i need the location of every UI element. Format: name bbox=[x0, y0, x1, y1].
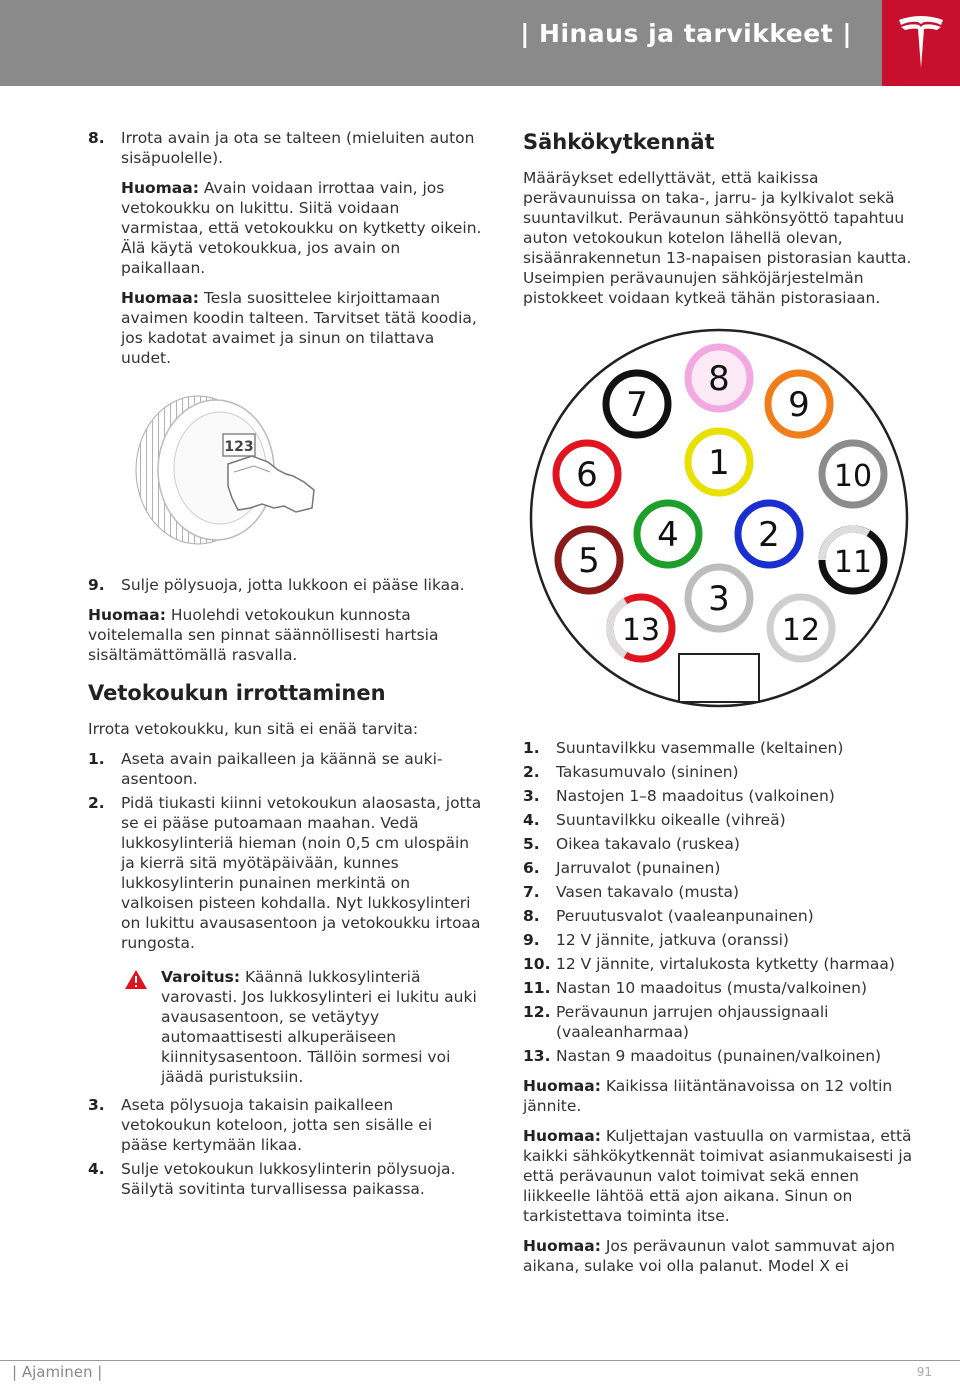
pin-description: Perävaunun jarrujen ohjaussignaali (vaaleanharmaa) bbox=[556, 1003, 829, 1041]
pin-10-label: 10 bbox=[833, 459, 873, 494]
pin-description: 12 V jännite, jatkuva (oranssi) bbox=[556, 931, 789, 949]
pin-list-item bbox=[523, 762, 918, 782]
pin-list-item bbox=[523, 858, 918, 878]
step-text: Irrota avain ja ota se talteen (mieluiten auton sisäpuolelle). bbox=[121, 129, 475, 167]
removal-step-1: 1. Aseta avain paikalleen ja käännä se auki-asentoon. bbox=[88, 750, 443, 788]
pin-8-label: 8 bbox=[708, 359, 730, 399]
key-shape bbox=[228, 456, 314, 512]
pin-number: 2. bbox=[523, 763, 540, 781]
footer-section: | Ajaminen | bbox=[12, 1363, 103, 1381]
pin-list-item bbox=[523, 954, 918, 974]
pin-list-item bbox=[523, 1002, 918, 1042]
pin-number: 11. bbox=[523, 979, 551, 997]
pin-list-item bbox=[523, 1046, 918, 1066]
removal-step-3: 3. Aseta pölysuoja takaisin paikalleen vetokoukun koteloon, jotta sen sisälle ei pääse kertymään likaa. bbox=[88, 1096, 433, 1154]
warning-icon bbox=[124, 969, 148, 990]
note-voltage: Huomaa: Kaikissa liitäntänavoissa on 12 voltin jännite. bbox=[523, 1077, 893, 1115]
pin-description: Takasumuvalo (sininen) bbox=[556, 763, 739, 781]
warning-box: Varoitus: Käännä lukkosylinteriä varovasti. Jos lukkosylinteri ei lukitu auki avausasentoon, se vetäytyy automaattisesti alkuperäiseen kiinnitysasentoon. Tällöin sormesi voi jäädä puristuksiin. bbox=[121, 967, 483, 1087]
pin-list-item bbox=[523, 978, 918, 998]
socket-diagram bbox=[523, 328, 918, 718]
pin-list-item bbox=[523, 834, 918, 854]
pin-6-label: 6 bbox=[576, 455, 598, 495]
tesla-logo-icon bbox=[897, 14, 945, 72]
pin-number: 3. bbox=[523, 787, 540, 805]
pin-11-label: 11 bbox=[833, 545, 873, 580]
pin-list-item bbox=[523, 738, 918, 758]
pin-list-item bbox=[523, 906, 918, 926]
pin-number: 1. bbox=[523, 739, 540, 757]
step-9: 9. Sulje pölysuoja, jotta lukkoon ei pääse likaa. bbox=[88, 576, 465, 594]
pin-description: Suuntavilkku vasemmalle (keltainen) bbox=[556, 739, 844, 757]
pin-number: 4. bbox=[523, 811, 540, 829]
left-column bbox=[88, 128, 483, 1203]
pin-13-label: 13 bbox=[621, 613, 661, 648]
step-8 bbox=[88, 128, 483, 168]
pin-list-item bbox=[523, 786, 918, 806]
pin-description: Oikea takavalo (ruskea) bbox=[556, 835, 740, 853]
removal-intro: Irrota vetokoukku, kun sitä ei enää tarvita: bbox=[88, 720, 419, 738]
pin-description: Suuntavilkku oikealle (vihreä) bbox=[556, 811, 786, 829]
pin-description: Peruutusvalot (vaaleanpunainen) bbox=[556, 907, 814, 925]
pin-number: 10. bbox=[523, 955, 551, 973]
brand-logo bbox=[882, 0, 960, 86]
right-column bbox=[523, 128, 918, 1286]
note-lubrication: Huomaa: Huolehdi vetokoukun kunnosta voitelemalla sen pinnat säännöllisesti hartsia sisältämättömällä rasvalla. bbox=[88, 606, 439, 664]
pin-12-label: 12 bbox=[781, 613, 821, 648]
note-fuse: Huomaa: Jos perävaunun valot sammuvat ajon aikana, sulake voi olla palanut. Model X ei bbox=[523, 1237, 895, 1275]
footer-divider bbox=[0, 1360, 960, 1361]
note-key-removal: Huomaa: Avain voidaan irrottaa vain, jos vetokoukku on lukittu. Siitä voidaan varmistaa, että vetokoukku on kytketty oikein. Älä käytä vetokoukkua, jos avain on paikallaan. bbox=[121, 179, 482, 277]
electrical-intro: Määräykset edellyttävät, että kaikissa perävaunuissa on taka-, jarru- ja kylkivalot sekä suuntavilkut. Perävaunun sähkönsyöttö tapahtuu auton vetokoukun kotelon lähellä olevan, sisäänrakennetun 13-napaisen pistorasian kautta. Useimpien perävaunujen sähköjärjestelmän pistokkeet voidaan kytkeä tähän pistorasiaan. bbox=[523, 169, 912, 307]
pin-list bbox=[523, 738, 918, 1066]
section-heading-electrical: Sähkökytkennät bbox=[523, 130, 715, 154]
pin-number: 7. bbox=[523, 883, 540, 901]
pin-description: 12 V jännite, virtalukosta kytketty (harmaa) bbox=[556, 955, 895, 973]
pin-description: Vasen takavalo (musta) bbox=[556, 883, 740, 901]
step-number: 8. bbox=[88, 129, 105, 147]
pin-number: 9. bbox=[523, 931, 540, 949]
pin-list-item bbox=[523, 930, 918, 950]
pin-list-item bbox=[523, 882, 918, 902]
pin-9-label: 9 bbox=[788, 385, 810, 425]
page-number: 91 bbox=[916, 1365, 932, 1379]
socket-key-notch bbox=[679, 654, 759, 702]
chapter-title: | Hinaus ja tarvikkeet | bbox=[520, 19, 852, 48]
pin-description: Nastan 9 maadoitus (punainen/valkoinen) bbox=[556, 1047, 882, 1065]
pin-1-label: 1 bbox=[708, 443, 730, 483]
removal-step-2: 2. Pidä tiukasti kiinni vetokoukun alaosasta, jotta se ei pääse putoamaan maahan. Vedä lukkosylinteriä hieman (noin 0,5 cm ulospäin ja kierrä sitä myötäpäivään, kunnes lukkosylinterin punainen merkintä on valkoisen pisteen kohdalla. Nyt lukkosylinteri on lukittu avausasentoon ja vetokoukku irtoaa rungosta. bbox=[88, 794, 482, 952]
pin-3-label: 3 bbox=[708, 579, 730, 619]
pin-7-label: 7 bbox=[626, 385, 648, 425]
removal-step-4: 4. Sulje vetokoukun lukkosylinterin pölysuoja. Säilytä sovitinta turvallisessa paikassa. bbox=[88, 1160, 456, 1198]
pin-5-label: 5 bbox=[578, 541, 600, 581]
pin-number: 6. bbox=[523, 859, 540, 877]
13-pin-socket-diagram bbox=[523, 328, 918, 713]
pin-4-label: 4 bbox=[657, 515, 679, 555]
key-code-label: 123 bbox=[224, 439, 254, 455]
pin-number: 5. bbox=[523, 835, 540, 853]
page-header bbox=[0, 0, 960, 86]
pin-list-item bbox=[523, 810, 918, 830]
pin-number: 8. bbox=[523, 907, 540, 925]
note-key-code: Huomaa: Tesla suosittelee kirjoittamaan avaimen koodin talteen. Tarvitset tätä koodia, jos kadotat avaimet ja sinun on tilattava uudet. bbox=[121, 289, 477, 367]
note-driver-responsibility: Huomaa: Kuljettajan vastuulla on varmistaa, että kaikki sähkökytkennät toimivat asianmukaisesti ja että perävaunun valot toimivat sekä ennen liikkeelle lähtöä että ajon aikana. Sinun on tarkistettava toiminta itse. bbox=[523, 1127, 913, 1225]
section-heading-removal: Vetokoukun irrottaminen bbox=[88, 681, 386, 705]
lock-cylinder-illustration bbox=[128, 390, 483, 555]
pin-number: 12. bbox=[523, 1003, 551, 1021]
pin-2-label: 2 bbox=[758, 515, 780, 555]
pin-description: Nastojen 1–8 maadoitus (valkoinen) bbox=[556, 787, 835, 805]
pin-description: Jarruvalot (punainen) bbox=[556, 859, 721, 877]
pin-number: 13. bbox=[523, 1047, 551, 1065]
pin-description: Nastan 10 maadoitus (musta/valkoinen) bbox=[556, 979, 868, 997]
